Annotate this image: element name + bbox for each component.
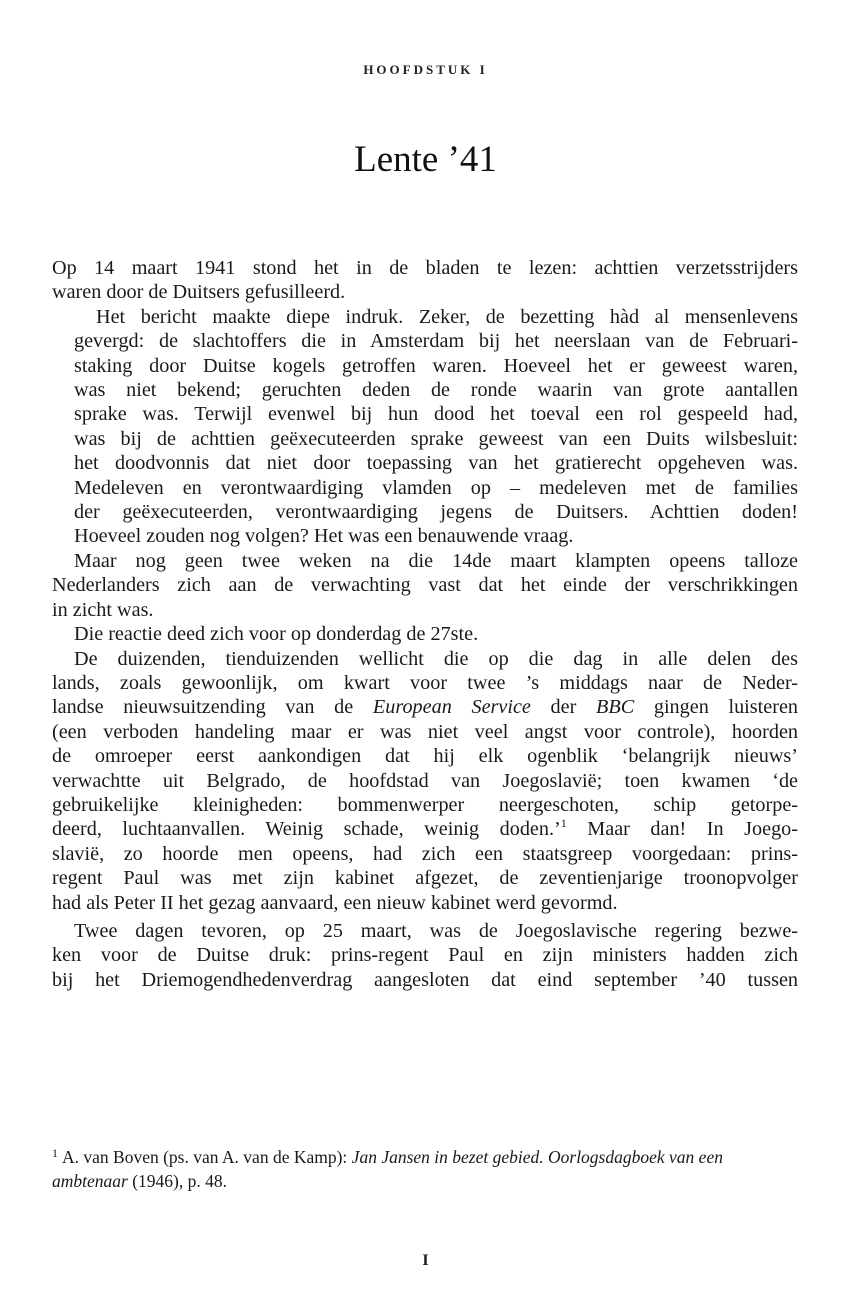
- text-line: [52, 891, 798, 915]
- text-line: der geëxecuteerden, verontwaardiging jegens de Duitsers. Achttien doden!: [74, 501, 798, 524]
- paragraph-1: [52, 256, 798, 305]
- text-line: [52, 817, 798, 841]
- text-segment: Maar dan! In Joego-: [566, 818, 798, 841]
- text-segment: A. van Boven (ps. van A. van de Kamp):: [62, 1147, 352, 1167]
- text-segment: (een verboden handeling maar er was niet veel angst voor controle), hoorden: [52, 720, 798, 743]
- body-text: [52, 256, 798, 992]
- italic-text: BBC: [596, 696, 635, 719]
- text-line: Op 14 maart 1941 stond het in de bladen te lezen: achttien verzetsstrijders: [52, 257, 798, 279]
- text-segment: landse nieuwsuitzending van de: [52, 696, 373, 719]
- text-segment: (1946), p. 48.: [127, 1171, 227, 1191]
- page-number: I: [422, 1252, 429, 1269]
- text-line: Maar nog geen twee weken na die 14de maart klampten opeens talloze: [74, 549, 798, 572]
- text-line: [52, 720, 798, 744]
- text-line: Nederlanders zich aan de verwachting vast dat het einde der verschrikkingen: [52, 574, 798, 597]
- text-line: [52, 671, 798, 695]
- text-line: [52, 866, 798, 890]
- text-line: Die reactie deed zich voor op donderdag de 27ste.: [74, 623, 479, 646]
- text-segment: De duizenden, tienduizenden wellicht die op die dag in alle delen des: [74, 647, 798, 670]
- text-line: het doodvonnis dat niet door toepassing van het gratierecht opgeheven was.: [74, 452, 798, 475]
- text-line: Hoeveel zouden nog volgen? Het was een benauwende vraag.: [74, 525, 574, 548]
- text-segment: verwachtte uit Belgrado, de hoofdstad van Joegoslavië; toen kwamen ‘de: [52, 769, 798, 792]
- italic-text: Jan Jansen in bezet gebied. Oorlogsdagboek van een ambtenaar: [52, 1147, 723, 1191]
- text-segment: had als Peter II het gezag aanvaard, een nieuw kabinet werd gevormd.: [52, 891, 618, 914]
- text-line: in zicht was.: [52, 598, 154, 621]
- text-line: gevergd: de slachtoffers die in Amsterdam bij het neerslaan van de Februari-: [74, 330, 798, 353]
- text-line: [52, 793, 798, 817]
- paragraph-2: [52, 305, 798, 549]
- paragraph-5: [52, 647, 798, 915]
- text-line: staking door Duitse kogels getroffen waren. Hoeveel het er geweest waren,: [74, 354, 798, 377]
- text-segment: de omroeper eerst aankondigen dat hij elk ogenblik ‘belangrijk nieuws’: [52, 745, 798, 768]
- footnote-1: [52, 1141, 798, 1193]
- chapter-title: Lente ’41: [354, 139, 497, 180]
- text-segment: lands, zoals gewoonlijk, om kwart voor twee ’s middags naar de Neder-: [52, 671, 798, 694]
- footnote-reference[interactable]: 1: [560, 816, 567, 831]
- text-line: sprake was. Terwijl evenwel bij hun dood het toeval een rol gespeeld had,: [74, 403, 798, 426]
- text-line: Het bericht maakte diepe indruk. Zeker, de bezetting hàd al mensenlevens: [96, 305, 798, 328]
- text-line: [52, 769, 798, 793]
- text-line: ken voor de Duitse druk: prins-regent Paul en zijn ministers hadden zich: [52, 944, 798, 967]
- text-segment: der: [530, 696, 597, 719]
- text-segment: slavië, zo hoorde men opeens, had zich een staatsgreep voorgedaan: prins-: [52, 842, 798, 865]
- footnotes: [52, 1141, 798, 1193]
- running-head: HOOFDSTUK I: [363, 62, 488, 77]
- text-line: waren door de Duitsers gefusilleerd.: [52, 281, 346, 304]
- paragraph-6: [52, 919, 798, 992]
- footnote-mark: 1: [52, 1146, 58, 1160]
- text-line: was niet bekend; geruchten deden de ronde waarin van grote aantallen: [74, 379, 798, 402]
- text-line: Medeleven en verontwaardiging vlamden op – medeleven met de families: [74, 476, 798, 499]
- text-segment: gebruikelijke kleinigheden: bommenwerper neergeschoten, schip getorpe-: [52, 793, 798, 816]
- text-line: [52, 842, 798, 866]
- text-line: [52, 695, 798, 719]
- paragraph-3: [52, 549, 798, 622]
- text-line: bij het Driemogendhedenverdrag aangesloten dat eind september ’40 tussen: [52, 968, 798, 991]
- text-line: [52, 744, 798, 768]
- text-segment: regent Paul was met zijn kabinet afgezet, de zeventienjarige troonopvolger: [52, 867, 798, 890]
- text-line: was bij de achttien geëxecuteerden sprake geweest van een Duits wilsbesluit:: [74, 427, 798, 450]
- italic-text: European Service: [372, 696, 531, 719]
- text-segment: deerd, luchtaanvallen. Weinig schade, weinig doden.’: [52, 818, 561, 841]
- text-segment: gingen luisteren: [634, 696, 798, 719]
- text-line: Twee dagen tevoren, op 25 maart, was de Joegoslavische regering bezwe-: [74, 919, 798, 942]
- text-line: [52, 647, 798, 671]
- paragraph-4: [52, 622, 798, 646]
